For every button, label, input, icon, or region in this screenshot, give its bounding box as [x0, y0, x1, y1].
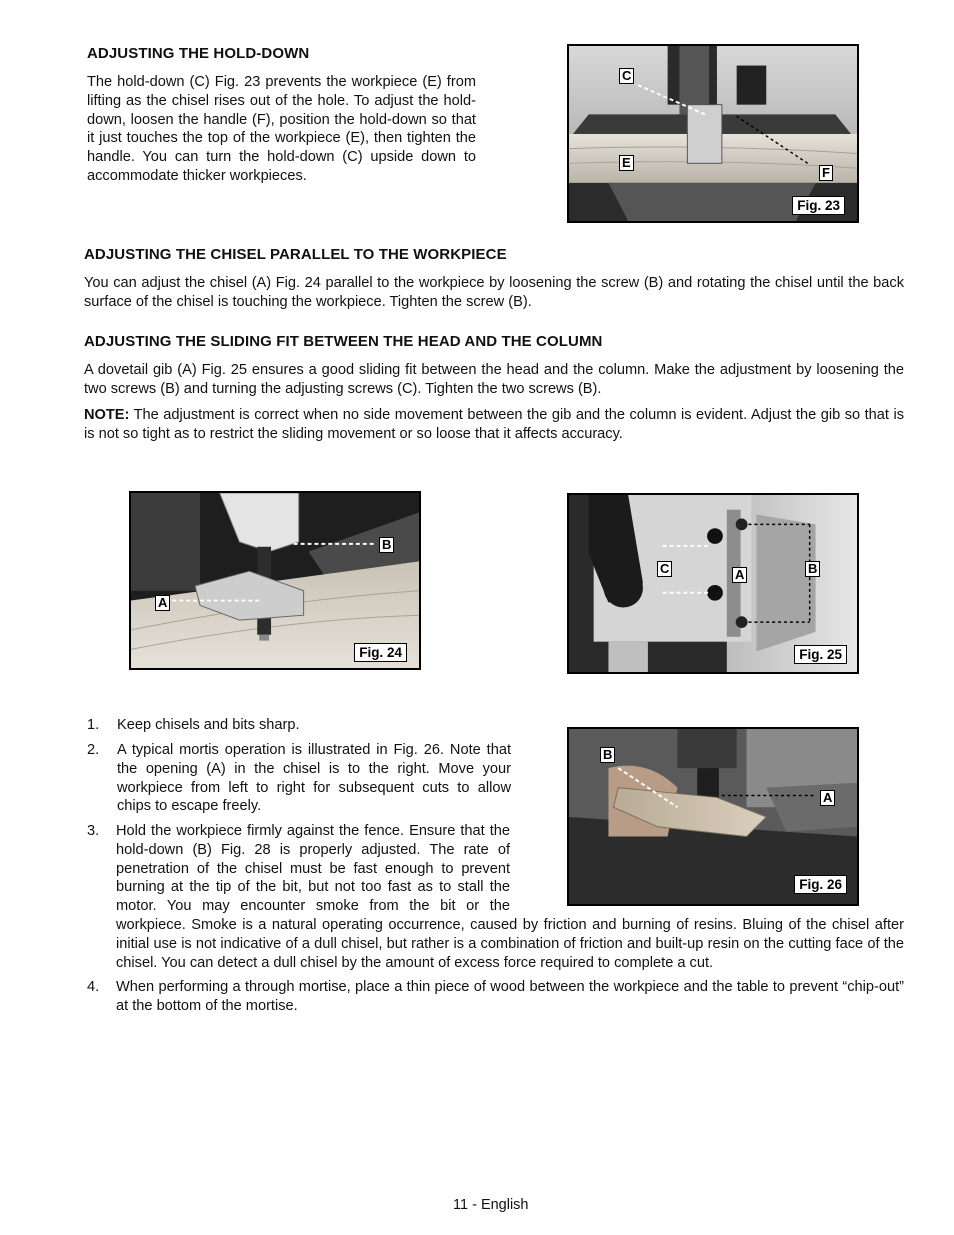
note-paragraph	[84, 406, 904, 444]
note-text: The adjustment is correct when no side movement between the gib and the column is evident. Adjust the gib so that is is not so tight as to restrict the sliding movement or so loose that it affects accuracy.	[84, 407, 904, 442]
list-number: 4.	[87, 979, 100, 995]
list-number: 1.	[87, 717, 100, 733]
figure-26	[567, 727, 859, 906]
sliding-fit-paragraph: A dovetail gib (A) Fig. 25 ensures a good sliding fit between the head and the column. Make the adjustment by loosening the two screws (B) and turning the adjusting screws (C). Tighten the two screws (B).	[84, 362, 904, 397]
heading-sliding-fit: ADJUSTING THE SLIDING FIT BETWEEN THE HEAD AND THE COLUMN	[84, 333, 603, 350]
list-text-continued: workpiece. Smoke is a natural operating occurrence, caused by friction and burning of resins. Bluing of the chisel after initial use is not indicative of a dull chisel, but rather is a combination of friction and built-up resin on the cutting face of the chisel. You can detect a dull chisel by the amount of excess force required to complete a cut.	[116, 917, 904, 971]
figure-26-label: Fig. 26	[794, 875, 847, 894]
callout-a: A	[820, 790, 835, 806]
callout-c: C	[619, 68, 634, 84]
list-item	[87, 716, 517, 736]
callout-a: A	[732, 567, 747, 583]
list-text: When performing a through mortise, place a thin piece of wood between the workpiece and the table to prevent “chip-out” at the bottom of the mortise.	[116, 979, 904, 1014]
figure-24-photo	[131, 493, 419, 668]
figure-25	[567, 493, 859, 674]
list-number: 3.	[87, 823, 100, 839]
heading-hold-down: ADJUSTING THE HOLD-DOWN	[87, 45, 310, 62]
figure-24-label: Fig. 24	[354, 643, 407, 662]
callout-c: C	[657, 561, 672, 577]
callout-e: E	[619, 155, 634, 171]
callout-b: B	[805, 561, 820, 577]
list-text: Keep chisels and bits sharp.	[117, 717, 300, 733]
list-text: A typical mortis operation is illustrated in Fig. 26. Note that the opening (A) in the chisel is to the right. Move your workpiece from left to right for subsequent cuts to allow chips to escape freely.	[117, 742, 511, 815]
list-item	[87, 978, 907, 1018]
list-item	[87, 741, 517, 819]
figure-23-photo	[569, 46, 857, 221]
figure-23	[567, 44, 859, 223]
page-number: 11 - English	[453, 1197, 529, 1213]
callout-f: F	[819, 165, 833, 181]
hold-down-paragraph: The hold-down (C) Fig. 23 prevents the workpiece (E) from lifting as the chisel rises out of the hole. To adjust the hold-down, loosen the handle (F), position the hold-down so that it just touches the top of the workpiece (E), then tighten the handle. You can turn the hold-down (C) upside down to accommodate thicker workpieces.	[87, 74, 476, 184]
list-number: 2.	[87, 742, 100, 758]
callout-b: B	[379, 537, 394, 553]
list-text: Hold the workpiece firmly against the fence. Ensure that the hold-down (B) Fig. 28 is properly adjusted. The rate of penetration of the chisel must be fast enough to prevent burning at the tip of the bit, but not too fast as to stall the motor. You may encounter smoke from the bit or the	[116, 823, 510, 915]
figure-24	[129, 491, 421, 670]
figure-23-label: Fig. 23	[792, 196, 845, 215]
note-label: NOTE:	[84, 407, 130, 423]
heading-chisel-parallel: ADJUSTING THE CHISEL PARALLEL TO THE WORKPIECE	[84, 246, 507, 263]
chisel-parallel-paragraph: You can adjust the chisel (A) Fig. 24 parallel to the workpiece by loosening the screw (B) and rotating the chisel until the back surface of the chisel is touching the workpiece. Tighten the screw (B).	[84, 275, 904, 310]
callout-a: A	[155, 595, 170, 611]
callout-b: B	[600, 747, 615, 763]
figure-25-label: Fig. 25	[794, 645, 847, 664]
